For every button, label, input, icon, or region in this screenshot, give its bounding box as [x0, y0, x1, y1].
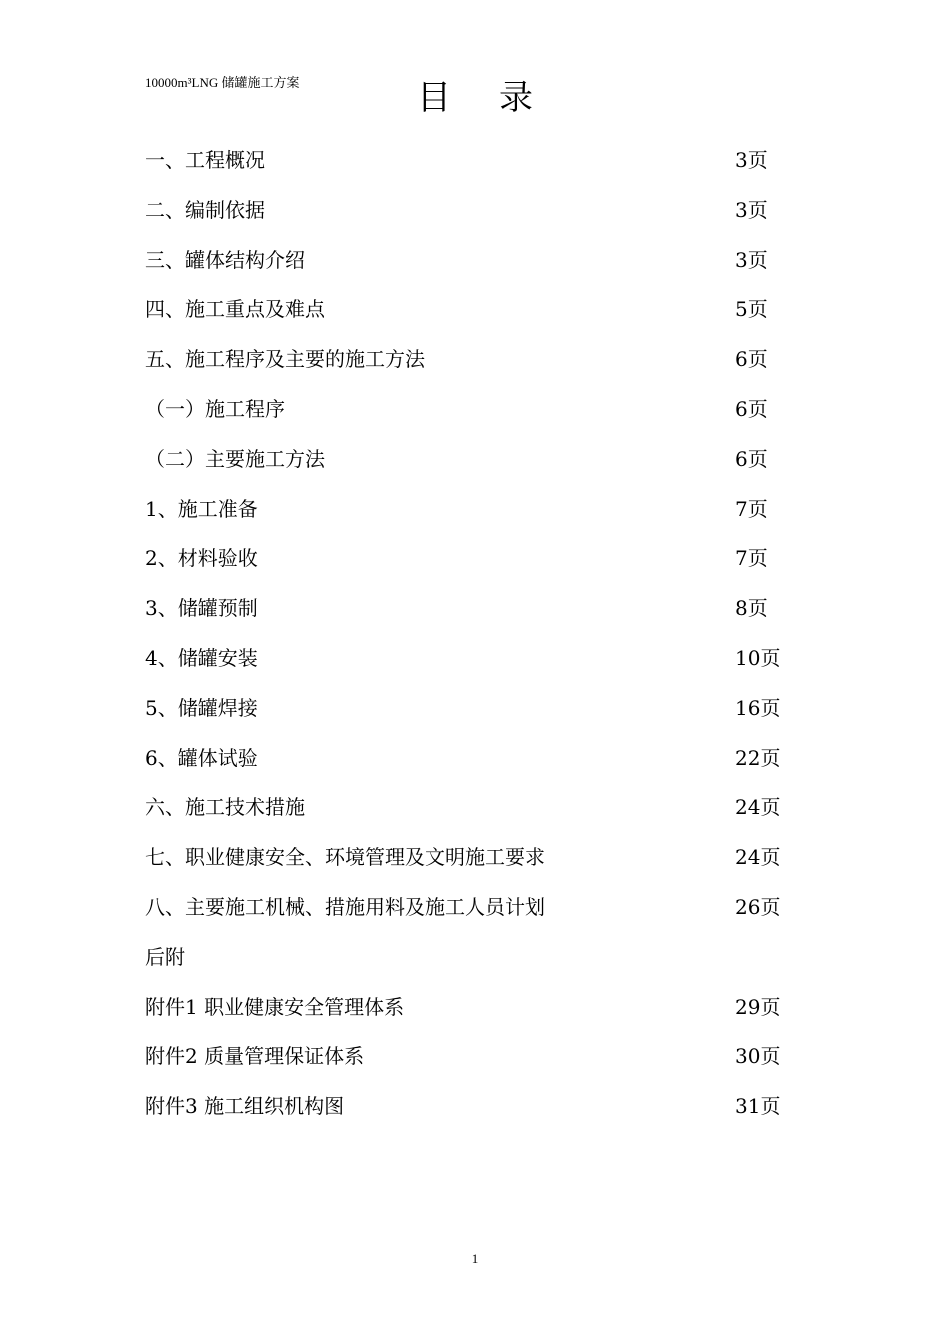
toc-entry-page: 6页 [735, 446, 768, 471]
toc-entry [145, 289, 785, 339]
toc-entry-page: 7页 [735, 546, 768, 571]
toc-entry-label: 后附 [145, 944, 185, 969]
toc-entry-label: （二）主要施工方法 [145, 446, 325, 471]
toc-entry [145, 887, 785, 937]
toc-entry-label: 2、材料验收 [145, 546, 258, 571]
toc-entry [145, 1036, 785, 1086]
toc-entry-label: 4、储罐安装 [145, 645, 258, 670]
toc-entry [145, 538, 785, 588]
document-header: 10000m³LNG 储罐施工方案 [145, 75, 300, 90]
toc-entry-page: 26页 [735, 894, 781, 919]
toc-entry-page: 5页 [735, 297, 768, 322]
toc-entry-label: 一、工程概况 [145, 148, 265, 172]
toc-entry-label: 3、储罐预制 [145, 596, 258, 621]
toc-entry-label: 1、施工准备 [145, 496, 258, 521]
toc-entry-page: 24页 [735, 795, 781, 820]
toc-entry-page: 16页 [735, 695, 781, 720]
toc-entry-page: 10页 [735, 645, 781, 670]
toc-entry-page: 6页 [735, 347, 768, 372]
toc-entry-label: 八、主要施工机械、措施用料及施工人员计划 [145, 894, 545, 919]
toc-entry-page: 8页 [735, 596, 768, 621]
toc-entry [145, 738, 785, 788]
toc-entry-label: 五、施工程序及主要的施工方法 [145, 347, 425, 372]
toc-entry-label: 6、罐体试验 [145, 745, 258, 770]
toc-entry-label: 七、职业健康安全、环境管理及文明施工要求 [145, 845, 545, 870]
toc-entry [145, 389, 785, 439]
toc-entry-page: 3页 [735, 247, 768, 272]
toc-entry-label: 四、施工重点及难点 [145, 297, 325, 322]
toc-entry [145, 987, 785, 1037]
toc-entry [145, 339, 785, 389]
toc-entry [145, 240, 785, 290]
table-of-contents [145, 140, 785, 1136]
toc-entry-page: 3页 [735, 197, 768, 222]
toc-entry [145, 489, 785, 539]
toc-entry-label: （一）施工程序 [145, 396, 285, 421]
toc-entry-label: 二、编制依据 [145, 197, 265, 222]
toc-entry [145, 1086, 785, 1136]
toc-entry-label: 六、施工技术措施 [145, 795, 305, 820]
toc-entry [145, 588, 785, 638]
page-title: 目录 [417, 78, 581, 118]
toc-section-heading [145, 937, 785, 987]
toc-entry-page: 3页 [735, 148, 768, 172]
toc-entry-page: 31页 [735, 1094, 781, 1119]
toc-entry-page: 6页 [735, 396, 768, 421]
toc-entry [145, 190, 785, 240]
toc-entry-page: 30页 [735, 1044, 781, 1069]
toc-entry [145, 787, 785, 837]
toc-entry-label: 附件2 质量管理保证体系 [145, 1044, 365, 1069]
toc-entry [145, 688, 785, 738]
toc-entry [145, 837, 785, 887]
toc-entry-label: 附件1 职业健康安全管理体系 [145, 994, 405, 1019]
toc-entry-label: 5、储罐焊接 [145, 695, 258, 720]
toc-entry-page: 29页 [735, 994, 781, 1019]
toc-entry-label: 三、罐体结构介绍 [145, 247, 305, 272]
toc-entry-page: 24页 [735, 845, 781, 870]
toc-entry-page: 7页 [735, 496, 768, 521]
toc-entry [145, 140, 785, 190]
toc-entry [145, 439, 785, 489]
toc-entry [145, 638, 785, 688]
toc-entry-label: 附件3 施工组织机构图 [145, 1094, 345, 1119]
toc-entry-page: 22页 [735, 745, 781, 770]
page-number: 1 [471, 1251, 479, 1266]
